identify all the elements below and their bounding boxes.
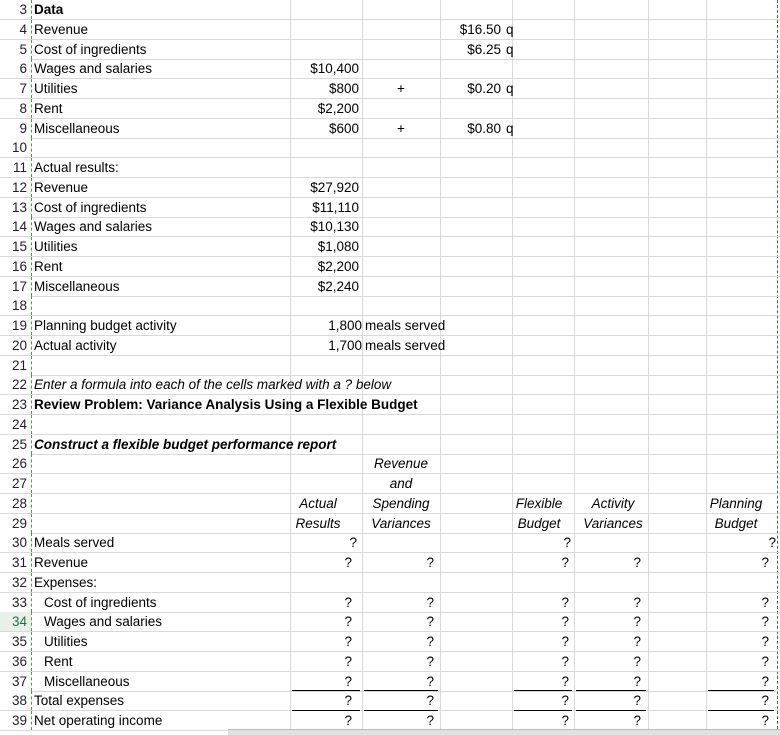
underline-border (708, 710, 774, 711)
col-header-variance[interactable]: Revenue (373, 456, 429, 472)
cell-spending-variance[interactable]: ? (426, 673, 434, 689)
cell-actual[interactable]: $10,130 (310, 219, 359, 235)
cell-actual-results[interactable]: ? (344, 614, 352, 630)
col-header-planning[interactable]: Planning (709, 495, 763, 511)
row-header[interactable]: 25 (0, 435, 32, 454)
row-header[interactable]: 10 (0, 138, 32, 157)
cell-planning-budget[interactable]: ? (761, 653, 769, 669)
cell-fixed[interactable]: $800 (328, 81, 359, 96)
row-24 (0, 415, 780, 435)
cell-label[interactable]: Miscellaneous (34, 120, 120, 136)
underline-border (514, 690, 572, 691)
row-header[interactable]: 18 (0, 296, 32, 315)
cell-flexible-budget[interactable]: ? (561, 713, 569, 728)
cell-flexible-budget[interactable]: ? (561, 653, 569, 669)
row-30 (0, 533, 780, 553)
cell-actual-results[interactable]: ? (344, 673, 352, 689)
cell-actual[interactable]: $2,240 (317, 278, 359, 294)
row-4 (0, 20, 780, 40)
cell-actual-results[interactable]: ? (344, 555, 352, 570)
row-17 (0, 277, 780, 297)
cell-label[interactable]: Revenue (34, 21, 89, 37)
cell-rate[interactable]: $6.25 (467, 41, 501, 57)
cell-spending-variance[interactable]: ? (426, 653, 434, 669)
underline-border (576, 690, 646, 691)
cell-flexible-budget[interactable]: ? (561, 634, 569, 649)
cell-rate[interactable]: $0.20 (467, 81, 501, 96)
cell-activity-variance[interactable]: ? (633, 693, 641, 709)
cell-unit[interactable]: q (506, 81, 514, 96)
row-header[interactable]: 32 (0, 573, 32, 592)
cell-activity[interactable]: 1,700 (328, 337, 362, 353)
cell-spending-variance[interactable]: ? (426, 555, 434, 570)
cell-label[interactable]: Actual results: (34, 160, 119, 175)
cell-label[interactable]: Expenses: (34, 574, 98, 590)
data-heading[interactable]: Data (34, 2, 64, 17)
row-header[interactable]: 26 (0, 454, 32, 473)
cell-rate[interactable]: $16.50 (459, 21, 501, 37)
row-header[interactable]: 38 (0, 691, 32, 710)
row-27 (0, 474, 780, 494)
cell-flexible-budget[interactable]: ? (563, 535, 571, 551)
cell-label[interactable]: Wages and salaries (34, 219, 153, 235)
cell-label[interactable]: Cost of ingredients (34, 41, 147, 57)
row-16 (0, 257, 780, 277)
cell-activity-variance[interactable]: ? (633, 555, 641, 570)
cell-spending-variance[interactable]: ? (426, 634, 434, 649)
cell-label[interactable]: Revenue (34, 179, 89, 195)
col-header-actual[interactable]: Actual (299, 495, 337, 511)
row-11 (0, 158, 780, 178)
cell-actual-results[interactable]: ? (344, 693, 352, 709)
cell-spending-variance[interactable]: ? (426, 614, 434, 630)
cell-unit[interactable]: q (506, 120, 514, 136)
cell-flexible-budget[interactable]: ? (561, 614, 569, 630)
cell-label[interactable]: Total expenses (34, 693, 125, 709)
row-header[interactable]: 9 (0, 119, 32, 138)
row-13 (0, 198, 780, 218)
row-header[interactable]: 17 (0, 277, 32, 296)
row-header[interactable]: 30 (0, 533, 32, 552)
row-18 (0, 296, 780, 316)
cell-spending-variance[interactable]: ? (426, 693, 434, 709)
row-33 (0, 593, 780, 613)
row-header[interactable]: 8 (0, 99, 32, 118)
cell-label[interactable]: Wages and salaries (34, 61, 153, 77)
cell-label[interactable]: Miscellaneous (34, 278, 120, 294)
row-39 (0, 711, 780, 731)
row-header-selected[interactable]: 34 (0, 612, 32, 631)
cell-flexible-budget[interactable]: ? (561, 594, 569, 610)
cell-actual-results[interactable]: ? (344, 653, 352, 669)
cell-actual[interactable]: $1,080 (317, 239, 359, 254)
cell-planning-budget[interactable]: ? (761, 673, 769, 689)
row-37 (0, 672, 780, 692)
row-29 (0, 514, 780, 534)
cell-label[interactable]: Utilities (34, 81, 78, 96)
row-header[interactable]: 31 (0, 553, 32, 572)
row-9 (0, 119, 780, 139)
cell-label[interactable]: Planning budget activity (34, 318, 177, 333)
cell-planning-budget[interactable]: ? (768, 535, 776, 551)
row-5 (0, 40, 780, 60)
row-3 (0, 0, 780, 20)
row-header[interactable]: 6 (0, 59, 32, 78)
cell-label[interactable]: Miscellaneous (44, 673, 130, 689)
cell-planning-budget[interactable]: ? (761, 555, 769, 570)
cell-actual-results[interactable]: ? (344, 713, 352, 728)
col-header-variance[interactable]: and (389, 476, 413, 491)
row-26 (0, 454, 780, 474)
row-35 (0, 632, 780, 652)
col-header-activity[interactable]: Variances (583, 515, 643, 531)
cell-label[interactable]: Actual activity (34, 337, 117, 353)
cell-actual-results[interactable]: ? (349, 535, 357, 551)
row-header[interactable]: 36 (0, 652, 32, 671)
row-20 (0, 336, 780, 356)
cell-label[interactable]: Cost of ingredients (34, 199, 147, 215)
row-header[interactable]: 11 (0, 158, 32, 177)
cell-rate[interactable]: $0.80 (467, 120, 501, 136)
cell-actual[interactable]: $2,200 (317, 258, 359, 274)
cell-activity-variance[interactable]: ? (633, 653, 641, 669)
row-header[interactable]: 37 (0, 672, 32, 691)
underline-border (576, 710, 646, 711)
report-heading[interactable]: Construct a flexible budget performance report (34, 436, 337, 452)
problem-title[interactable]: Review Problem: Variance Analysis Using a Flexible Budget (34, 397, 418, 412)
horizontal-scrollbar[interactable] (228, 729, 780, 735)
row-header[interactable]: 39 (0, 711, 32, 730)
row-header[interactable]: 13 (0, 198, 32, 217)
cell-planning-budget[interactable]: ? (761, 634, 769, 649)
row-10 (0, 138, 780, 158)
row-36 (0, 652, 780, 672)
cell-planning-budget[interactable]: ? (761, 713, 769, 728)
row-28 (0, 494, 780, 514)
underline-border (364, 690, 438, 691)
cell-unit[interactable]: q (506, 41, 514, 57)
row-header[interactable]: 3 (0, 0, 32, 19)
row-header[interactable]: 19 (0, 316, 32, 335)
cell-activity[interactable]: 1,800 (328, 318, 362, 333)
row-header[interactable]: 20 (0, 336, 32, 355)
row-header[interactable]: 16 (0, 257, 32, 276)
row-header[interactable]: 22 (0, 375, 32, 394)
row-23 (0, 395, 780, 415)
row-25 (0, 435, 780, 455)
row-7 (0, 79, 780, 99)
cell-actual-results[interactable]: ? (344, 634, 352, 649)
row-32 (0, 573, 780, 593)
row-21 (0, 356, 780, 376)
underline-border (364, 710, 438, 711)
row-header[interactable]: 14 (0, 217, 32, 236)
cell-fixed[interactable]: $10,400 (310, 61, 359, 77)
cell-label[interactable]: Net operating income (34, 713, 163, 728)
row-header[interactable]: 28 (0, 494, 32, 513)
cell-fixed[interactable]: $600 (328, 120, 359, 136)
row-header[interactable]: 15 (0, 237, 32, 256)
row-22 (0, 375, 780, 395)
row-header[interactable]: 12 (0, 178, 32, 197)
row-6 (0, 59, 780, 79)
row-8 (0, 99, 780, 119)
cell-activity-variance[interactable]: ? (633, 713, 641, 728)
row-38 (0, 691, 780, 711)
cell-flexible-budget[interactable]: ? (561, 673, 569, 689)
col-header-variance[interactable]: Variances (371, 515, 431, 531)
row-header[interactable]: 29 (0, 514, 32, 533)
cell-spending-variance[interactable]: ? (426, 594, 434, 610)
cell-label[interactable]: Cost of ingredients (44, 594, 157, 610)
cell-label[interactable]: Utilities (34, 239, 78, 254)
cell-label[interactable]: Meals served (34, 535, 115, 551)
row-header[interactable]: 35 (0, 632, 32, 651)
row-header[interactable]: 4 (0, 20, 32, 39)
cell-activity-variance[interactable]: ? (633, 594, 641, 610)
cell-planning-budget[interactable]: ? (761, 614, 769, 630)
cell-flexible-budget[interactable]: ? (561, 693, 569, 709)
cell-activity-variance[interactable]: ? (633, 614, 641, 630)
underline-border (292, 710, 360, 711)
cell-label[interactable]: Wages and salaries (44, 614, 163, 630)
cell-label[interactable]: Utilities (44, 634, 88, 649)
row-15 (0, 237, 780, 257)
cell-activity-unit[interactable]: meals served (365, 318, 446, 333)
cell-activity-variance[interactable]: ? (633, 673, 641, 689)
cell-label[interactable]: Revenue (34, 555, 89, 570)
cell-activity-unit[interactable]: meals served (365, 337, 446, 353)
cell-fixed[interactable]: $2,200 (317, 100, 359, 116)
row-header[interactable]: 27 (0, 474, 32, 493)
col-header-planning[interactable]: Budget (714, 515, 758, 531)
col-header-flexible[interactable]: Budget (517, 515, 561, 531)
underline-border (292, 690, 360, 691)
row-header[interactable]: 21 (0, 356, 32, 375)
col-header-variance[interactable]: Spending (372, 495, 430, 511)
cell-spending-variance[interactable]: ? (426, 713, 434, 728)
row-31 (0, 553, 780, 573)
underline-border (708, 690, 774, 691)
cell-label[interactable]: Rent (34, 100, 63, 116)
cell-flexible-budget[interactable]: ? (561, 555, 569, 570)
cell-activity-variance[interactable]: ? (633, 634, 641, 649)
cell-planning-budget[interactable]: ? (761, 693, 769, 709)
row-header[interactable]: 24 (0, 415, 32, 434)
cell-planning-budget[interactable]: ? (761, 594, 769, 610)
row-header[interactable]: 7 (0, 79, 32, 98)
col-header-flexible[interactable]: Flexible (515, 495, 563, 511)
cell-plus[interactable]: + (397, 81, 405, 96)
col-header-activity[interactable]: Activity (591, 495, 635, 511)
cell-label[interactable]: Rent (44, 653, 73, 669)
cell-actual-results[interactable]: ? (344, 594, 352, 610)
row-19 (0, 316, 780, 336)
row-header[interactable]: 33 (0, 593, 32, 612)
col-header-actual[interactable]: Results (295, 515, 341, 531)
row-14 (0, 217, 780, 237)
cell-unit[interactable]: q (506, 21, 514, 37)
instruction-text[interactable]: Enter a formula into each of the cells marked with a ? below (34, 377, 392, 393)
row-header[interactable]: 23 (0, 395, 32, 414)
row-header[interactable]: 5 (0, 40, 32, 59)
cell-actual[interactable]: $27,920 (310, 179, 359, 195)
cell-label[interactable]: Rent (34, 258, 63, 274)
underline-border (514, 710, 572, 711)
row-34 (0, 612, 780, 632)
cell-plus[interactable]: + (397, 120, 405, 136)
row-12 (0, 178, 780, 198)
cell-actual[interactable]: $11,110 (312, 199, 359, 215)
